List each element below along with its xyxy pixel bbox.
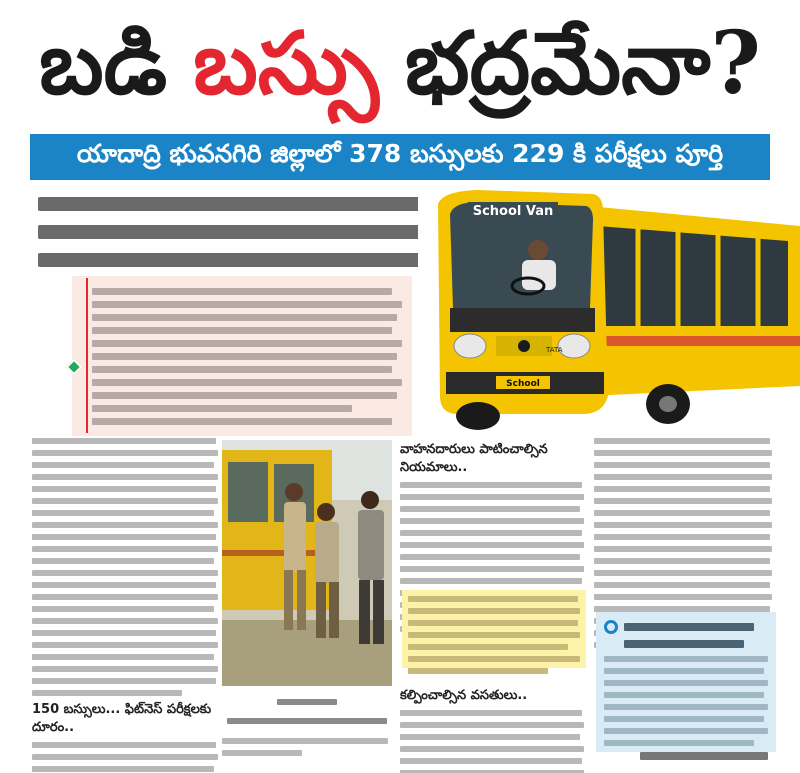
article-column-1	[32, 438, 220, 768]
bus-bumper-text: School	[506, 379, 540, 389]
subhead-line	[38, 218, 448, 246]
headline-word-3: భద్రమేనా?	[404, 13, 761, 114]
sub-headline-banner	[30, 134, 770, 180]
photo-caption	[222, 690, 392, 730]
col1-subhead: 150 బస్సులు... ఫిట్‌నెస్ పరీక్షలకు దూరం..	[32, 702, 212, 735]
inspection-photo	[222, 440, 392, 686]
col3-subhead: కల్పించాల్సిన వసతులు..	[400, 688, 528, 703]
quote-byline	[640, 752, 768, 760]
headline-word-2: బస్సు	[193, 13, 379, 114]
bus-front-sign: School Van	[472, 204, 554, 219]
banner-text: యాదాద్రి భువనగిరి జిల్లాలో 378 బస్సులకు 229 కి పరీక్షలు పూర్తి	[76, 139, 724, 168]
article-column-3-bottom	[400, 684, 586, 773]
headline-word-1: బడి	[39, 13, 168, 114]
article-column-4	[594, 438, 774, 616]
col3-head: వాహనదారులు పాటించాల్సిన నియమాలు..	[400, 442, 548, 475]
article-column-2-tail	[222, 738, 392, 756]
subhead-line	[38, 190, 448, 218]
intro-accent-line	[86, 278, 88, 433]
headline	[0, 0, 800, 128]
quote-icon	[604, 620, 618, 634]
bold-subheads	[38, 190, 448, 274]
bus-brand-logo: TATA	[546, 346, 563, 354]
highlighted-rule-box	[402, 590, 586, 668]
school-bus-photo	[418, 186, 800, 434]
quote-side-box	[596, 612, 776, 752]
subhead-line	[38, 246, 448, 274]
intro-paragraph-box	[72, 276, 412, 436]
side-box-heading	[604, 620, 768, 634]
